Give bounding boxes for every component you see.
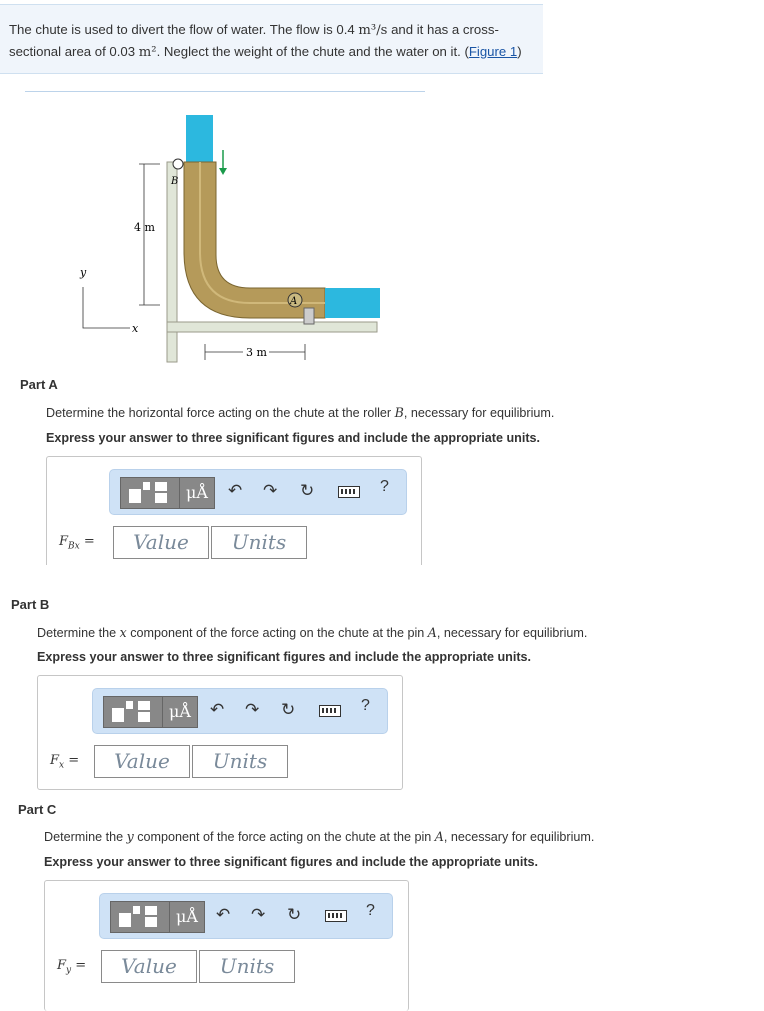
redo-icon[interactable]: ↷ bbox=[245, 700, 260, 719]
part-b-answer-box bbox=[37, 675, 403, 790]
undo-icon[interactable]: ↶ bbox=[216, 905, 231, 924]
label-b: B bbox=[171, 176, 179, 187]
redo-icon[interactable]: ↷ bbox=[251, 905, 266, 924]
templates-button[interactable] bbox=[110, 901, 170, 933]
problem-text: The chute is used to divert the flow of water. The flow is 0.4 m³/s and it has a cross-sectional area of 0.03 m². Neglect the weight of the chute and the water on it. (Figure 1) bbox=[9, 22, 522, 60]
part-b-units-input[interactable]: Units bbox=[192, 745, 288, 778]
part-a-units-input[interactable]: Units bbox=[211, 526, 307, 559]
units-symbols-button[interactable]: μÅ bbox=[179, 477, 215, 509]
ground bbox=[167, 322, 377, 332]
pin-support bbox=[304, 308, 314, 324]
redo-icon[interactable]: ↷ bbox=[263, 481, 278, 500]
flow-arrow-head bbox=[219, 168, 227, 175]
units-symbols-button[interactable]: μÅ bbox=[162, 696, 198, 728]
label-4m: 4 m bbox=[134, 221, 155, 234]
reset-icon[interactable]: ↻ bbox=[287, 905, 302, 924]
part-c-title: Part C bbox=[18, 802, 57, 817]
problem-statement bbox=[0, 4, 543, 74]
part-b-instructions: Express your answer to three significant figures and include the appropriate units. bbox=[37, 650, 532, 664]
part-c-toolbar bbox=[99, 893, 393, 939]
figure-divider bbox=[25, 91, 425, 92]
axes bbox=[83, 287, 130, 328]
keyboard-icon[interactable] bbox=[338, 486, 360, 498]
label-a: A bbox=[290, 296, 298, 307]
label-3m: 3 m bbox=[246, 346, 267, 359]
part-b-question: Determine the x component of the force acting on the chute at the pin A, necessary for equilibrium. bbox=[37, 625, 588, 640]
part-b-value-input[interactable]: Value bbox=[94, 745, 190, 778]
help-icon[interactable]: ? bbox=[380, 478, 389, 495]
part-a-toolbar bbox=[109, 469, 407, 515]
part-a-instructions: Express your answer to three significant figures and include the appropriate units. bbox=[46, 431, 541, 445]
water-outflow bbox=[325, 288, 380, 318]
part-c-answer-box bbox=[44, 880, 409, 1011]
part-c-label: $F_y$ = bbox=[57, 958, 87, 976]
units-symbols-button[interactable]: μÅ bbox=[169, 901, 205, 933]
keyboard-icon[interactable] bbox=[325, 910, 347, 922]
part-a-question: Determine the horizontal force acting on the chute at the roller B, necessary for equilibrium. bbox=[46, 405, 555, 420]
label-y: y bbox=[80, 266, 87, 279]
flow-unit: m³/s bbox=[358, 23, 388, 38]
part-c-value-input[interactable]: Value bbox=[101, 950, 197, 983]
chute-figure bbox=[60, 100, 390, 370]
keyboard-icon[interactable] bbox=[319, 705, 341, 717]
part-b-title: Part B bbox=[11, 597, 50, 612]
reset-icon[interactable]: ↻ bbox=[300, 481, 315, 500]
figure-link[interactable]: Figure 1 bbox=[468, 44, 518, 59]
roller-b bbox=[173, 159, 183, 169]
part-c-instructions: Express your answer to three significant figures and include the appropriate units. bbox=[44, 855, 539, 869]
templates-button[interactable] bbox=[103, 696, 163, 728]
area-unit: m² bbox=[138, 45, 157, 60]
label-x: x bbox=[132, 322, 139, 335]
chute bbox=[184, 162, 325, 318]
part-a-value-input[interactable]: Value bbox=[113, 526, 209, 559]
reset-icon[interactable]: ↻ bbox=[281, 700, 296, 719]
help-icon[interactable]: ? bbox=[361, 697, 370, 714]
part-c-question: Determine the y component of the force acting on the chute at the pin A, necessary for equilibrium. bbox=[44, 829, 595, 844]
part-a-title: Part A bbox=[20, 377, 58, 392]
part-b-toolbar bbox=[92, 688, 388, 734]
part-b-label: $F_x$ = bbox=[50, 753, 80, 771]
chute-diagram bbox=[60, 100, 390, 365]
part-c-units-input[interactable]: Units bbox=[199, 950, 295, 983]
part-a-label: $F_{Bx}$ = bbox=[59, 534, 95, 552]
part-a-answer-box bbox=[46, 456, 422, 565]
templates-button[interactable] bbox=[120, 477, 180, 509]
undo-icon[interactable]: ↶ bbox=[228, 481, 243, 500]
undo-icon[interactable]: ↶ bbox=[210, 700, 225, 719]
help-icon[interactable]: ? bbox=[366, 902, 375, 919]
